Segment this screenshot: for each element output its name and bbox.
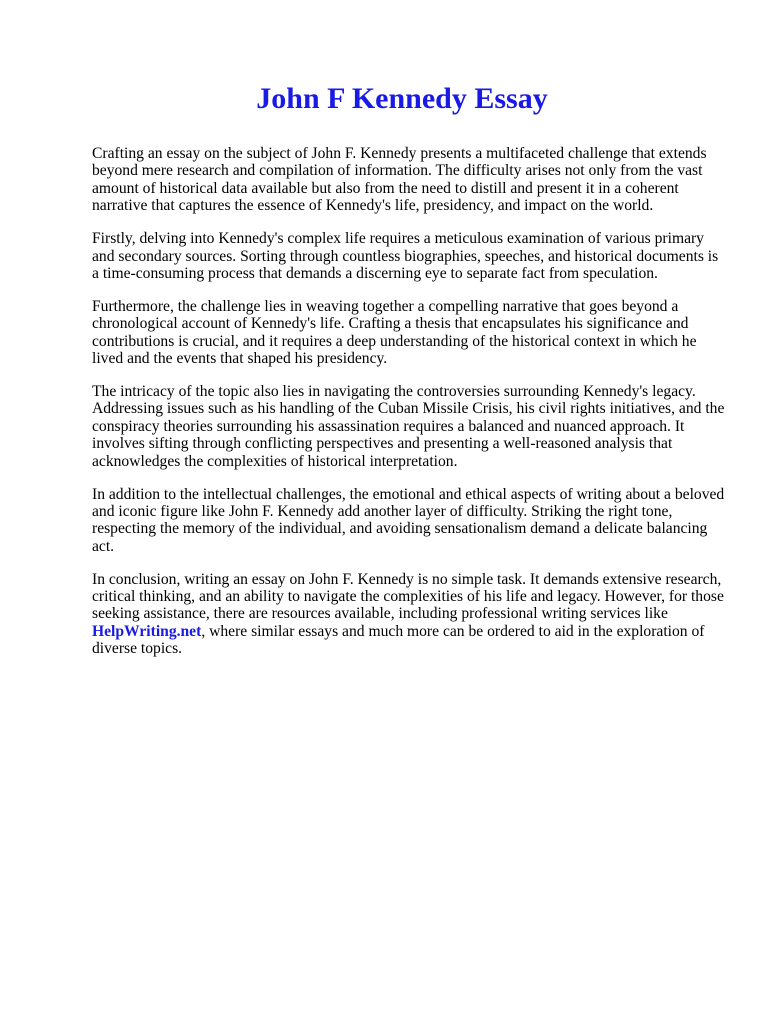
paragraph-controversies: The intricacy of the topic also lies in navigating the controversies surrounding Kennedy's legacy. Addressing issues such as his handling of the Cuban Missile Crisis, his civil rights initiatives, and the conspiracy theories surrounding his assassination requires a balanced and nuanced approach. It involves sifting through conflicting perspectives and presenting a well-reasoned analysis that acknowledges the complexities of historical interpretation.: [92, 382, 725, 470]
paragraph-intro: Crafting an essay on the subject of John F. Kennedy presents a multifaceted challenge that extends beyond mere research and compilation of information. The difficulty arises not only from the vast amount of historical data available but also from the need to distill and present it in a coherent narrative that captures the essence of Kennedy's life, presidency, and impact on the world.: [92, 145, 707, 215]
paragraph-ethics: In addition to the intellectual challenges, the emotional and ethical aspects of writing about a beloved and iconic figure like John F. Kennedy add another layer of difficulty. Striking the right tone, respecting the memory of the individual, and avoiding sensationalism demand a delicate balancing act.: [92, 485, 725, 555]
helpwriting-link[interactable]: HelpWriting.net: [92, 622, 202, 640]
paragraph-narrative: Furthermore, the challenge lies in weaving together a compelling narrative that goes beyond a chronological account of Kennedy's life. Crafting a thesis that encapsulates his significance and contributions is crucial, and it requires a deep understanding of the historical context in which he lived and the events that shaped his presidency.: [92, 297, 697, 368]
page-title: John F Kennedy Essay: [256, 82, 548, 115]
paragraph-conclusion: [92, 571, 728, 658]
conclusion-text-before-link: In conclusion, writing an essay on John F. Kennedy is no simple task. It demands extensive research, critical thinking, and an ability to navigate the complexities of his life and legacy. However, for those seeking assistance, there are resources available, including professional writing services like: [92, 570, 724, 623]
conclusion-text-after-link: , where similar essays and much more can be ordered to aid in the exploration of diverse topics.: [92, 622, 705, 658]
essay-body: [92, 145, 728, 658]
paragraph-sources: Firstly, delving into Kennedy's complex life requires a meticulous examination of various primary and secondary sources. Sorting through countless biographies, speeches, and historical documents is a time-consuming process that demands a discerning eye to separate fact from speculation.: [92, 230, 719, 282]
